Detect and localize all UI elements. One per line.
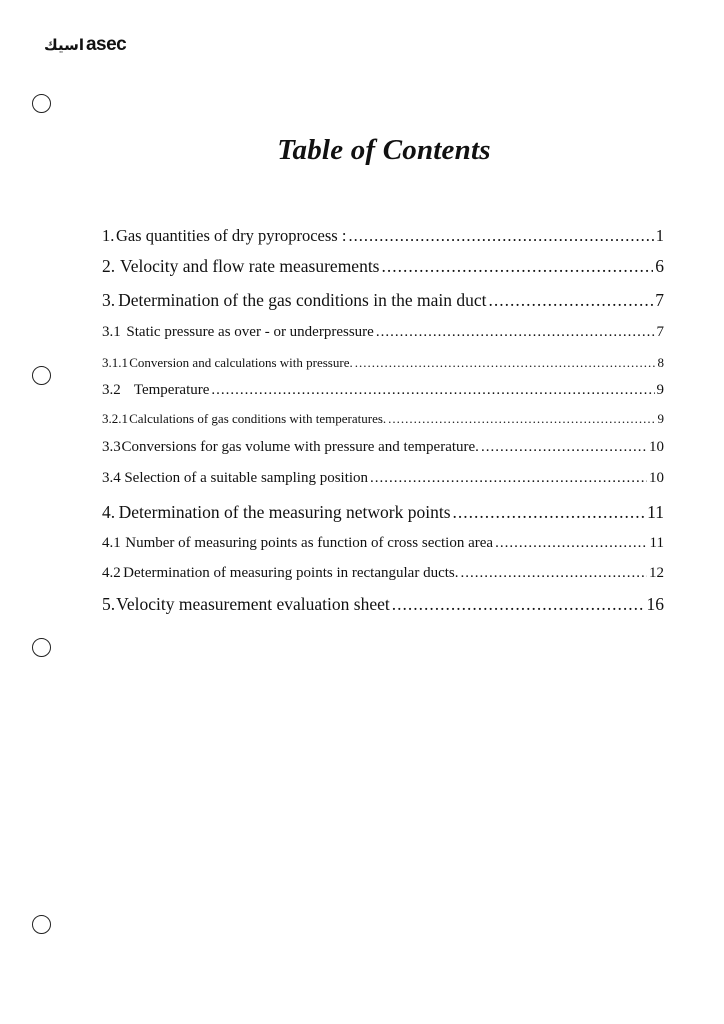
- toc-entry: [102, 535, 664, 552]
- toc-entry-title: Static pressure as over - or underpressure: [126, 324, 374, 340]
- toc-entry-page: 7: [656, 324, 664, 340]
- toc-entry-number: 5.: [102, 594, 116, 614]
- binder-hole-icon: [32, 366, 51, 385]
- toc-entry-number: 3.2: [102, 382, 121, 398]
- toc-entry: [102, 256, 664, 277]
- toc-entry-number: 3.1: [102, 324, 121, 340]
- toc-entry-number: 4.2: [102, 565, 121, 581]
- toc-entry-title: Temperature: [133, 382, 210, 398]
- toc-entry: [102, 355, 664, 371]
- toc-entry-title: Conversions for gas volume with pressure and temperature.: [121, 439, 479, 455]
- binder-hole-icon: [32, 94, 51, 113]
- logo-latin-text: asec: [85, 34, 127, 55]
- toc-leader-dots: [495, 535, 647, 552]
- toc-entry-page: 8: [657, 355, 664, 370]
- toc-leader-dots: [355, 355, 656, 371]
- toc-entry-page: 9: [657, 411, 664, 426]
- toc-entry-page: 10: [649, 439, 664, 455]
- binder-hole-icon: [32, 638, 51, 657]
- toc-entry-number: 3.4: [102, 470, 121, 486]
- logo-arabic-text: اسيك: [44, 36, 84, 54]
- toc-entry: [102, 411, 664, 427]
- toc-entry-page: 7: [655, 290, 664, 310]
- toc-entry-page: 16: [646, 594, 664, 614]
- company-logo: [44, 34, 126, 56]
- toc-entry: [102, 382, 664, 399]
- toc-entry-number: 1.: [102, 226, 115, 245]
- toc-entry-title: Determination of the gas conditions in the main duct: [118, 290, 487, 310]
- page-title: Table of Contents: [277, 134, 491, 166]
- toc-entry-title: Calculations of gas conditions with temperatures.: [129, 411, 387, 426]
- toc-entry: [102, 470, 664, 487]
- toc-entry-title: Number of measuring points as function of cross section area: [125, 535, 494, 551]
- toc-leader-dots: [453, 502, 646, 523]
- toc-leader-dots: [392, 594, 645, 615]
- toc-leader-dots: [376, 324, 655, 341]
- binder-hole-icon: [32, 915, 51, 934]
- toc-entry-title: Conversion and calculations with pressure.: [129, 355, 353, 370]
- toc-entry-page: 11: [649, 535, 664, 551]
- toc-leader-dots: [460, 565, 647, 582]
- toc-leader-dots: [348, 226, 653, 246]
- toc-entry: [102, 290, 664, 311]
- toc-entry-title: Selection of a suitable sampling position: [124, 470, 369, 486]
- toc-leader-dots: [388, 411, 655, 427]
- toc-entry-number: 3.2.1: [102, 411, 128, 426]
- toc-entry-page: 1: [655, 226, 664, 245]
- toc-entry-number: 3.3: [102, 439, 121, 455]
- toc-entry-page: 6: [655, 256, 664, 276]
- toc-entry-title: Determination of measuring points in rectangular ducts.: [123, 565, 459, 581]
- toc-entry: [102, 565, 664, 582]
- toc-leader-dots: [488, 290, 653, 311]
- toc-leader-dots: [370, 470, 647, 487]
- toc-entry-page: 9: [656, 382, 664, 398]
- toc-entry-title: Velocity measurement evaluation sheet: [116, 594, 390, 614]
- toc-leader-dots: [382, 256, 654, 277]
- toc-entry: [102, 502, 664, 523]
- toc-entry-number: 3.: [102, 290, 116, 310]
- toc-entry-title: Gas quantities of dry pyroprocess :: [115, 226, 347, 245]
- toc-leader-dots: [211, 382, 654, 399]
- toc-entry: [102, 226, 664, 246]
- toc-entry-page: 12: [649, 565, 664, 581]
- toc-entry-number: 4.: [102, 502, 116, 522]
- toc-entry: [102, 594, 664, 615]
- toc-entry-page: 11: [647, 502, 664, 522]
- toc-entry-title: Velocity and flow rate measurements: [120, 256, 380, 276]
- toc-entry: [102, 324, 664, 341]
- toc-entry-title: Determination of the measuring network points: [118, 502, 451, 522]
- toc-leader-dots: [481, 439, 647, 456]
- toc-entry-number: 3.1.1: [102, 355, 128, 370]
- toc-entry-number: 4.1: [102, 535, 121, 551]
- toc-entry: [102, 439, 664, 456]
- toc-entry-page: 10: [649, 470, 664, 486]
- toc-entry-number: 2.: [102, 256, 116, 276]
